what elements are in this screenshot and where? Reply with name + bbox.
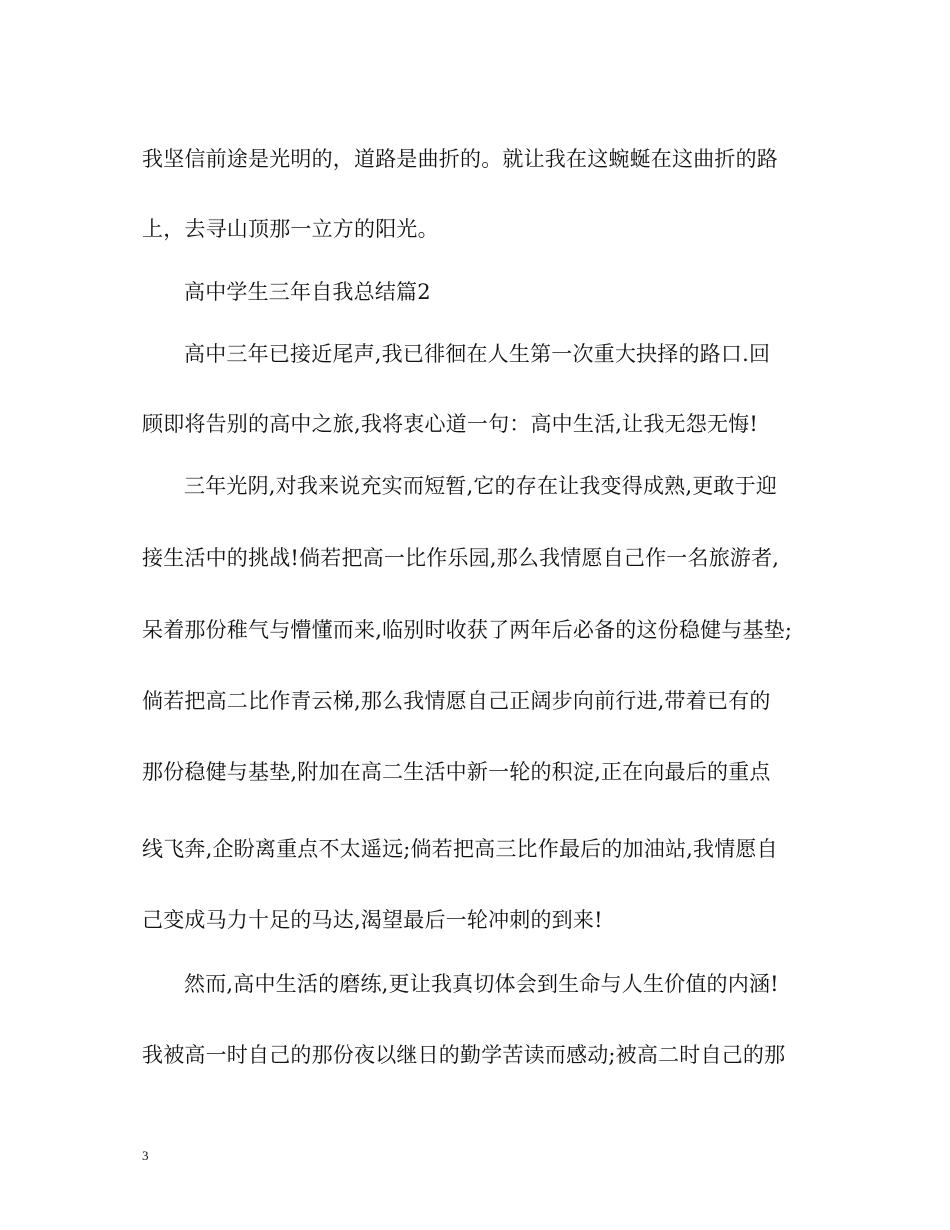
paragraph-line: 三年光阴,对我来说充实而短暂,它的存在让我变得成熟,更敢于迎 (184, 474, 778, 498)
paragraph-line: 线飞奔,企盼离重点不太遥远;倘若把高三比作最后的加油站,我情愿自 (142, 837, 778, 861)
paragraph-line: 呆着那份稚气与懵懂而来,临别时收获了两年后必备的这份稳健与基垫; (142, 618, 793, 642)
section-heading: 高中学生三年自我总结篇2 (184, 280, 431, 304)
paragraph-line: 倘若把高二比作青云梯,那么我情愿自己正阔步向前行进,带着已有的 (142, 689, 771, 713)
page-number: 3 (142, 1148, 149, 1163)
paragraph-line: 我被高一时自己的那份夜以继日的勤学苦读而感动;被高二时自己的那 (142, 1043, 786, 1067)
paragraph-line: 高中三年已接近尾声,我已徘徊在人生第一次重大抉择的路口.回 (184, 342, 771, 366)
paragraph-line: 上，去寻山顶那一立方的阳光。 (142, 217, 439, 241)
paragraph-line: 己变成马力十足的马达,渴望最后一轮冲刺的到来! (142, 908, 603, 932)
paragraph-line: 然而,高中生活的磨练,更让我真切体会到生命与人生价值的内涵! (184, 972, 779, 996)
paragraph-line: 那份稳健与基垫,附加在高二生活中新一轮的积淀,正在向最后的重点 (142, 760, 771, 784)
paragraph-line: 接生活中的挑战!倘若把高一比作乐园,那么我情愿自己作一名旅游者, (142, 546, 780, 570)
paragraph-line: 顾即将告别的高中之旅,我将衷心道一句：高中生活,让我无怨无悔! (142, 412, 758, 436)
paragraph-line: 我坚信前途是光明的，道路是曲折的。就让我在这蜿蜒在这曲折的路 (142, 147, 778, 171)
